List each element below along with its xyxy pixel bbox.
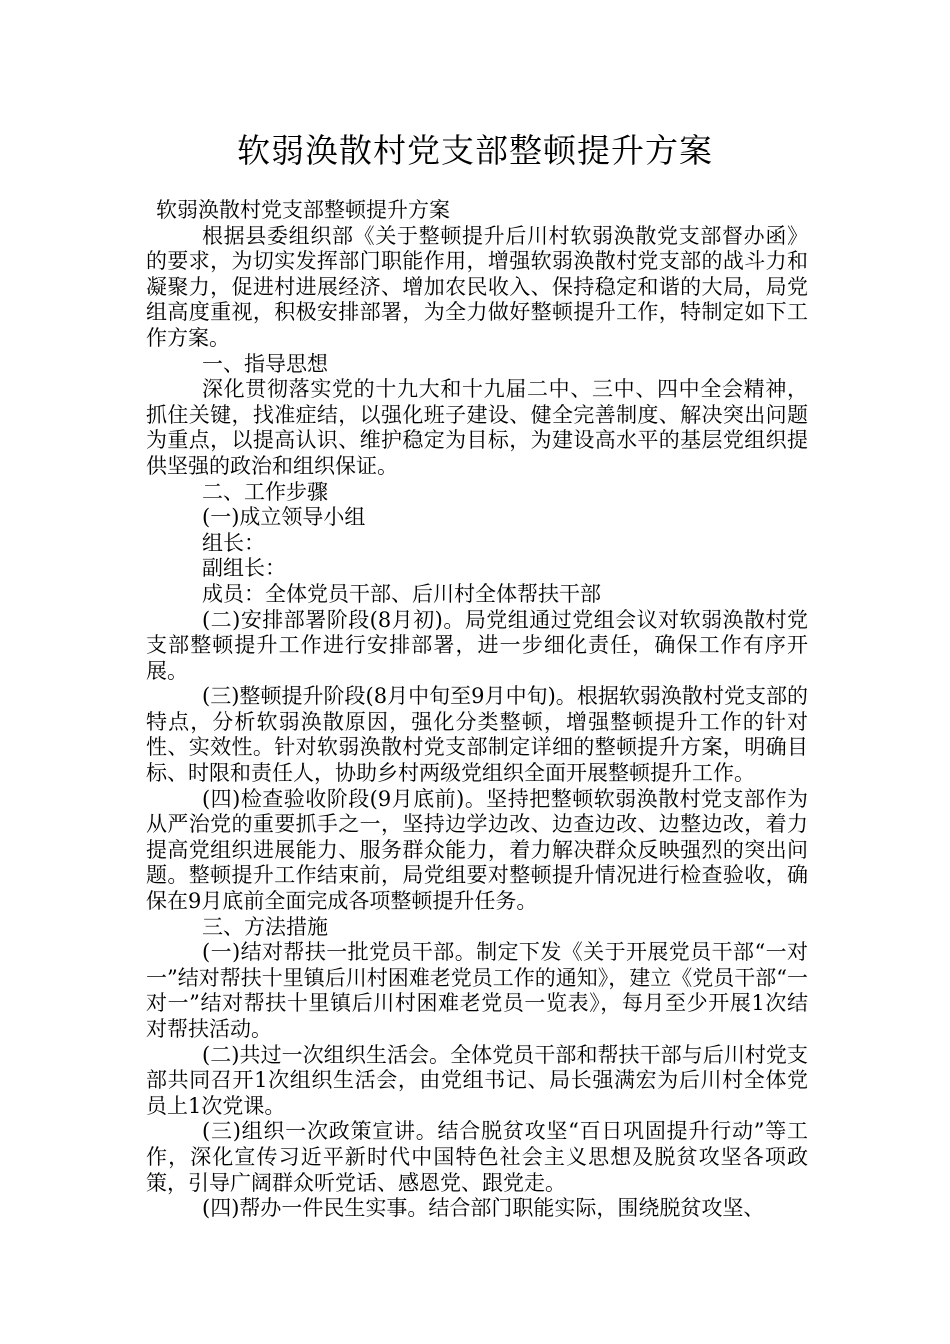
paragraph-method-meeting: (二)共过一次组织生活会。全体党员干部和帮扶干部与后川村党支部共同召开1次组织生活会，由党组书记、局长强满宏为后川村全体党员上1次党课。 — [146, 1042, 808, 1118]
paragraph-step-arrangement: (二)安排部署阶段(8月初)。局党组通过党组会议对软弱涣散村党支部整顿提升工作进行安排部署，进一步细化责任，确保工作有序开展。 — [146, 607, 808, 683]
paragraph-group-leader: 组长： — [202, 530, 265, 555]
paragraph-step-inspection: (四)检查验收阶段(9月底前)。坚持把整顿软弱涣散村党支部作为从严治党的重要抓手之一，坚持边学边改、边查边改、边整边改，着力提高党组织进展能力、服务群众能力，着力解决群众反映强烈的突出问题。整顿提升工作结束前，局党组要对整顿提升情况进行检查验收，确保在9月底前全面完成各项整顿提升任务。 — [146, 786, 808, 914]
paragraph-intro: 根据县委组织部《关于整顿提升后川村软弱涣散党支部督办函》的要求，为切实发挥部门职能作用，增强软弱涣散村党支部的战斗力和凝聚力，促进村进展经济、增加农民收入、保持稳定和谐的大局，局党组高度重视，积极安排部署，为全力做好整顿提升工作，特制定如下工作方案。 — [146, 223, 808, 350]
paragraph-method-livelihood: (四)帮办一件民生实事。结合部门职能实际，围绕脱贫攻坚、 — [202, 1196, 765, 1221]
paragraph-leading-group: (一)成立领导小组 — [202, 505, 366, 530]
paragraph-members: 成员：全体党员干部、后川村全体帮扶干部 — [202, 581, 601, 606]
document-title: 软弱涣散村党支部整顿提升方案 — [237, 131, 713, 170]
paragraph-step-rectification: (三)整顿提升阶段(8月中旬至9月中旬)。根据软弱涣散村党支部的特点，分析软弱涣散原因，强化分类整顿，增强整顿提升工作的针对性、实效性。针对软弱涣散村党支部制定详细的整顿提升方案，明确目标、时限和责任人，协助乡村两级党组织全面开展整顿提升工作。 — [146, 684, 808, 786]
paragraph-method-policy: (三)组织一次政策宣讲。结合脱贫攻坚“百日巩固提升行动”等工作，深化宣传习近平新时代中国特色社会主义思想及脱贫攻坚各项政策，引导广阔群众听党话、感恩党、跟党走。 — [146, 1119, 808, 1195]
paragraph-method-pairing: (一)结对帮扶一批党员干部。制定下发《关于开展党员干部“一对一”结对帮扶十里镇后川村困难老党员工作的通知》，建立《党员干部“一对一”结对帮扶十里镇后川村困难老党员一览表》，每月至少开展1次结对帮扶活动。 — [146, 940, 808, 1041]
document-subtitle: 软弱涣散村党支部整顿提升方案 — [156, 198, 450, 222]
paragraph-guiding-ideology: 深化贯彻落实党的十九大和十九届二中、三中、四中全会精神，抓住关键，找准症结，以强化班子建设、健全完善制度、解决突出问题为重点，以提高认识、维护稳定为目标，为建设高水平的基层党组织提供坚强的政治和组织保证。 — [146, 377, 808, 478]
section-heading-work-steps: 二、工作步骤 — [202, 479, 328, 504]
paragraph-deputy-leader: 副组长： — [202, 556, 286, 581]
document-body — [146, 198, 808, 1222]
section-heading-guiding-ideology: 一、指导思想 — [202, 351, 328, 376]
section-heading-methods: 三、方法措施 — [202, 914, 328, 939]
